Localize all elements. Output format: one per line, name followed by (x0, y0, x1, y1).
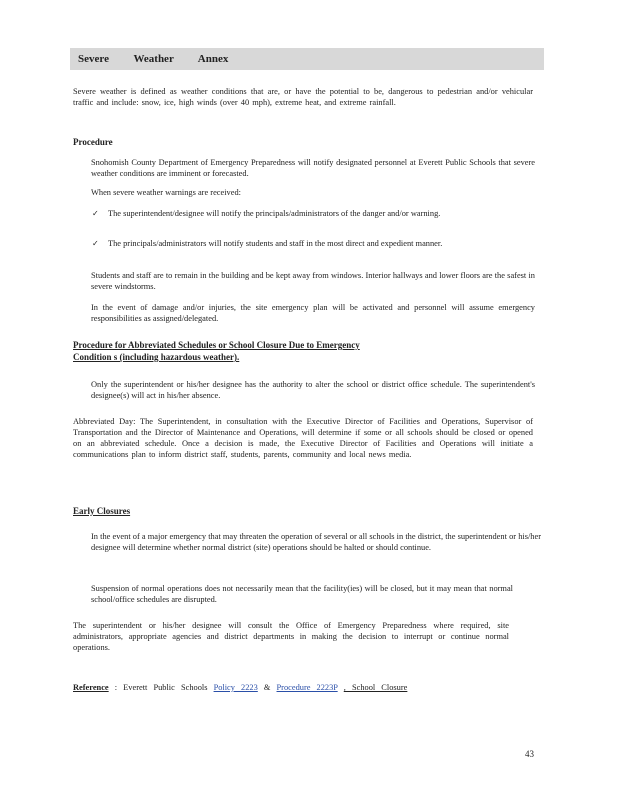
early-closures-heading: Early Closures (73, 506, 131, 516)
procedure-item-text: When severe weather warnings are received: (91, 188, 241, 197)
annex-title: Severe Weather Annex (78, 53, 229, 65)
procedure-item-text: Snohomish County Department of Emergency Preparedness will notify designated personnel at Everett Public Schools that severe weather conditions are imminent or forecasted. (91, 158, 535, 178)
abbreviated-day-paragraph: Abbreviated Day: The Superintendent, in consultation with the Executive Director of Facilities and Operations, Supervisor of Transportation and the Director of Maintenance and Operations, will determine if some or all schools should be closed or opened on an abbreviated schedule. Once a decision is made, the Executive Director of Facilities and Operations will initiate a communications plan to inform district staff, students, parents, community and local news media. (73, 417, 533, 459)
abbreviated-schedule-heading-line1: Procedure for Abbreviated Schedules or School Closure Due to Emergency (73, 340, 360, 350)
policy-link[interactable]: Policy 2223 (213, 683, 258, 692)
annex-title-bar (70, 48, 544, 70)
procedure-item-text: Students and staff are to remain in the building and be kept away from windows. Interior hallways and lower floors are the safest in severe windstorms. (91, 271, 535, 291)
reference-line (73, 683, 407, 692)
reference-tail: , School Closure (343, 683, 408, 692)
abbreviated-schedule-heading-line2: Condition s (including hazardous weather). (73, 352, 240, 362)
authority-item-text: Only the superintendent or his/her designee has the authority to alter the school or district office schedule. The superintendent's designee(s) will act in his/her absence. (91, 380, 535, 400)
reference-label: Reference (73, 683, 109, 692)
procedure-sub-item-text: The principals/administrators will notify students and staff in the most direct and expedient manner. (108, 239, 443, 248)
checkmark-icon: ✓ (92, 209, 99, 218)
reference-text: : Everett Public Schools (114, 683, 208, 692)
procedure-link[interactable]: Procedure 2223P (276, 683, 338, 692)
procedure-heading: Procedure (73, 137, 113, 147)
early-closures-item-text: Suspension of normal operations does not necessarily mean that the facility(ies) will be closed, but it may mean that normal school/office schedules are disrupted. (91, 584, 513, 604)
intro-paragraph: Severe weather is defined as weather conditions that are, or have the potential to be, dangerous to pedestrian and/or vehicular traffic and include: snow, ice, high winds (over 40 mph), extreme heat, and extreme rainfall. (73, 87, 533, 107)
reference-ampersand: & (263, 683, 271, 692)
checkmark-icon: ✓ (92, 239, 99, 248)
consultation-paragraph: The superintendent or his/her designee will consult the Office of Emergency Preparedness where required, site administrators, appropriate agencies and district departments in making the decision to interrupt or continue normal operations. (73, 621, 509, 652)
procedure-item-text: In the event of damage and/or injuries, the site emergency plan will be activated and personnel will assume emergency responsibilities as assigned/delegated. (91, 303, 535, 323)
page-number: 43 (525, 749, 534, 759)
procedure-sub-item-text: The superintendent/designee will notify the principals/administrators of the danger and/or warning. (108, 209, 441, 218)
early-closures-item-text: In the event of a major emergency that may threaten the operation of several or all schools in the district, the superintendent or his/her designee will determine whether normal district (site) operations should be halted or should continue. (91, 532, 541, 552)
